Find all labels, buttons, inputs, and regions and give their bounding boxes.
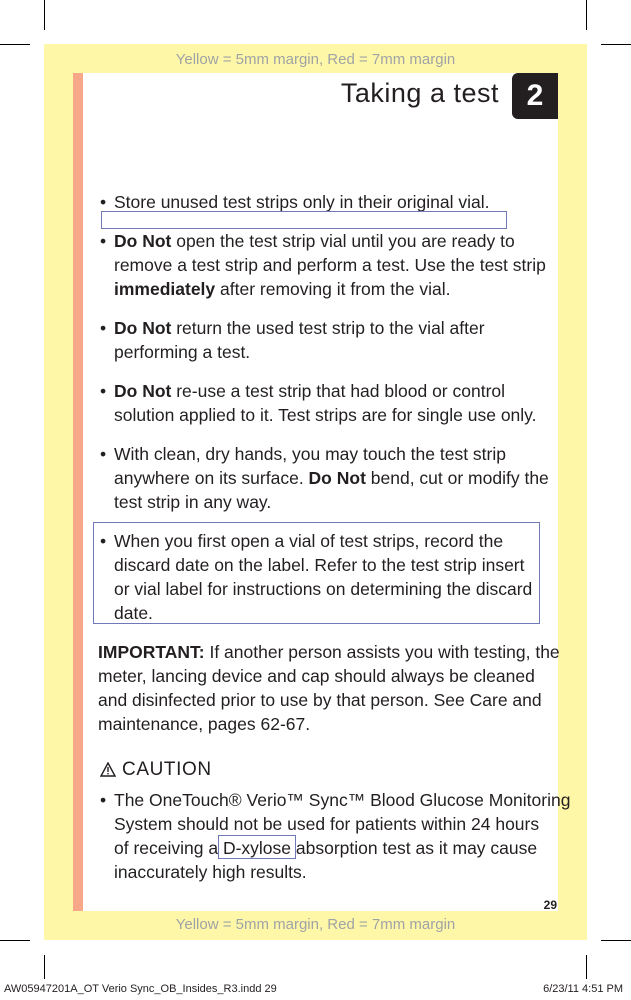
page-number: 29 [543,898,557,912]
emphasis: Do Not [114,231,172,251]
bullet-item [100,316,560,364]
bullet-line: • When you first open a vial of test strips, record the [114,531,504,551]
crop-mark [586,0,587,30]
bullet-line: performing a test. [114,342,251,362]
bullet-line: date. [114,603,153,623]
bullet-line: • Do Not return the used test strip to the vial after [114,318,485,338]
emphasis: Do Not [114,318,172,338]
bullet-line: • With clean, dry hands, you may touch the test strip [114,444,506,464]
red-margin-strip [73,73,83,911]
crop-mark [0,940,30,941]
margin-note-bottom: Yellow = 5mm margin, Red = 7mm margin [175,916,456,933]
chapter-tab: 2 [512,73,558,119]
crop-mark [44,0,45,30]
caution-bullet: • The OneTouch® Verio™ Sync™ Blood Glucose Monitoring System should not be used for patients within 24 hours of receiving a D-xylose absorption test as it may cause inaccurately high results. [100,788,560,884]
bullet-line: or vial label for instructions on determining the discard [114,579,533,599]
page-title: Taking a test [340,78,499,108]
bullet-line: discard date on the label. Refer to the test strip insert [114,555,525,575]
highlight-box [218,835,296,859]
bullet-line: • Do Not open the test strip vial until you are ready to [114,231,515,251]
emphasis: immediately [114,279,216,299]
crop-mark [586,955,587,979]
emphasis: Do Not [114,381,172,401]
bullet-line: test strip in any way. [114,492,272,512]
important-note: IMPORTANT: If another person assists you with testing, the meter, lancing device and cap should always be cleaned and disinfected prior to use by that person. See Care and maintenance, pages 62-67. [98,642,560,734]
warning-triangle-icon [100,762,116,777]
bullet-line: immediately after removing it from the vial. [114,279,451,299]
bullet-item [100,379,560,427]
margin-note-top: Yellow = 5mm margin, Red = 7mm margin [175,51,456,68]
highlight-box [101,211,507,229]
crop-mark [44,955,45,979]
emphasis: Do Not [308,468,366,488]
file-slug: AW05947201A_OT Verio Sync_OB_Insides_R3.indd 29 [4,983,277,995]
crop-mark [601,940,631,941]
bullet-line: remove a test strip and perform a test. Use the test strip [114,255,546,275]
caution-heading: CAUTION [100,758,560,782]
bullet-line: • Store unused test strips only in their original vial. [114,192,490,212]
bullet-item [100,442,560,514]
date-slug: 6/23/11 4:51 PM [543,983,623,995]
important-label: IMPORTANT: [98,642,205,662]
bullet-line: anywhere on its surface. Do Not bend, cut or modify the [114,468,549,488]
bullet-line: • Do Not re-use a test strip that had blood or control [114,381,506,401]
bullet-line: solution applied to it. Test strips are for single use only. [114,405,537,425]
bullet-item [100,229,560,301]
crop-mark [601,44,631,45]
highlight-box [93,522,540,624]
crop-mark [0,44,30,45]
